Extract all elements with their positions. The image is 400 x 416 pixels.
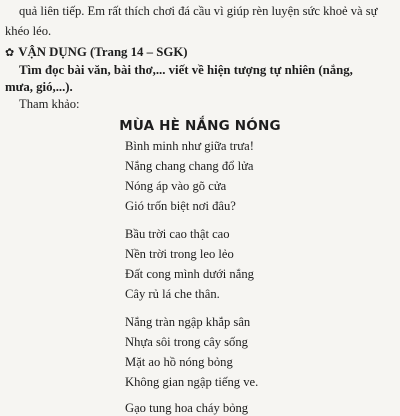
- task-line-2: mưa, gió,...).: [5, 80, 73, 94]
- poem-line: Cây rủ lá che thân.: [125, 287, 220, 301]
- intro-line-1: quả liên tiếp. Em rất thích chơi đá cầu vì giúp rèn luyện sức khoẻ và sự: [19, 4, 378, 18]
- task-line-1: Tìm đọc bài văn, bài thơ,... viết về hiện tượng tự nhiên (nắng,: [19, 63, 353, 77]
- reference-label: Tham khảo:: [19, 97, 80, 111]
- poem-line: Nắng tràn ngập khắp sân: [125, 315, 251, 329]
- intro-line-2: khéo léo.: [5, 24, 52, 38]
- poem-line: Nền trời trong leo lẻo: [125, 247, 234, 261]
- poem-line: Nóng áp vào gõ cửa: [125, 179, 227, 193]
- section-heading: [5, 45, 188, 60]
- poem-line: Mặt ao hồ nóng bỏng: [125, 355, 233, 369]
- poem-line: Đất cong mình dưới nắng: [125, 267, 254, 281]
- poem-line: Nắng chang chang đổ lửa: [125, 159, 254, 173]
- flower-icon: ✿: [5, 47, 15, 59]
- poem-line: Nhựa sôi trong cây sống: [125, 335, 248, 349]
- poem-line: Bình minh như giữa trưa!: [125, 139, 254, 153]
- poem-line: Bầu trời cao thật cao: [125, 227, 230, 241]
- poem-line: Không gian ngập tiếng ve.: [125, 375, 259, 389]
- poem-title: MÙA HÈ NẮNG NÓNG: [119, 118, 281, 134]
- poem-line: Gạo tung hoa cháy bỏng: [125, 401, 249, 415]
- poem-line: Gió trốn biệt nơi đâu?: [125, 199, 236, 213]
- section-title-text: VẬN DỤNG (Trang 14 – SGK): [18, 45, 188, 59]
